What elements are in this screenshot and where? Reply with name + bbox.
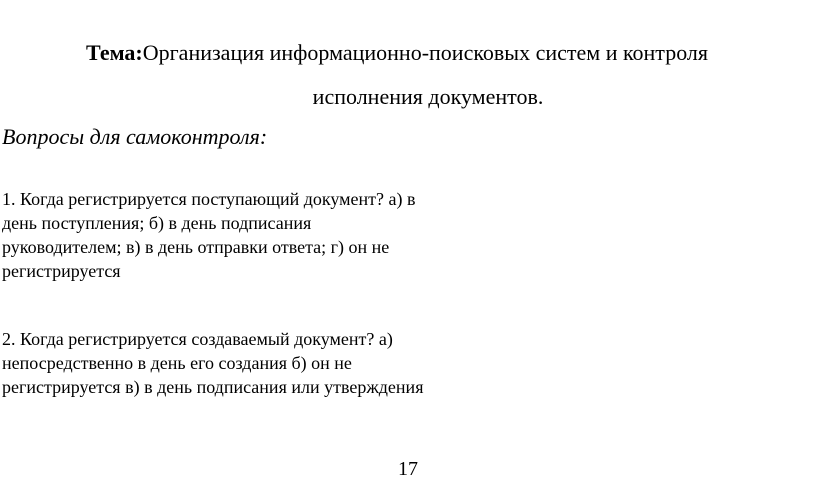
title-label: Тема: bbox=[86, 40, 143, 65]
title-text-line1: Организация информационно-поисковых систем и контроля bbox=[142, 40, 708, 65]
question-2: 2. Когда регистрируется создаваемый документ? а) непосредственно в день его создания б) он не регистрируется в) в день подписания или утверждения bbox=[2, 329, 424, 397]
question-1: 1. Когда регистрируется поступающий документ? а) в день поступления; б) в день подписания руководителем; в) в день отправки ответа; г) он не регистрируется bbox=[2, 189, 416, 281]
page-number: 17 bbox=[398, 458, 418, 480]
page-title bbox=[86, 38, 786, 68]
section-heading: Вопросы для самоконтроля: bbox=[2, 124, 268, 149]
title-text-line2: исполнения документов. bbox=[312, 84, 544, 109]
